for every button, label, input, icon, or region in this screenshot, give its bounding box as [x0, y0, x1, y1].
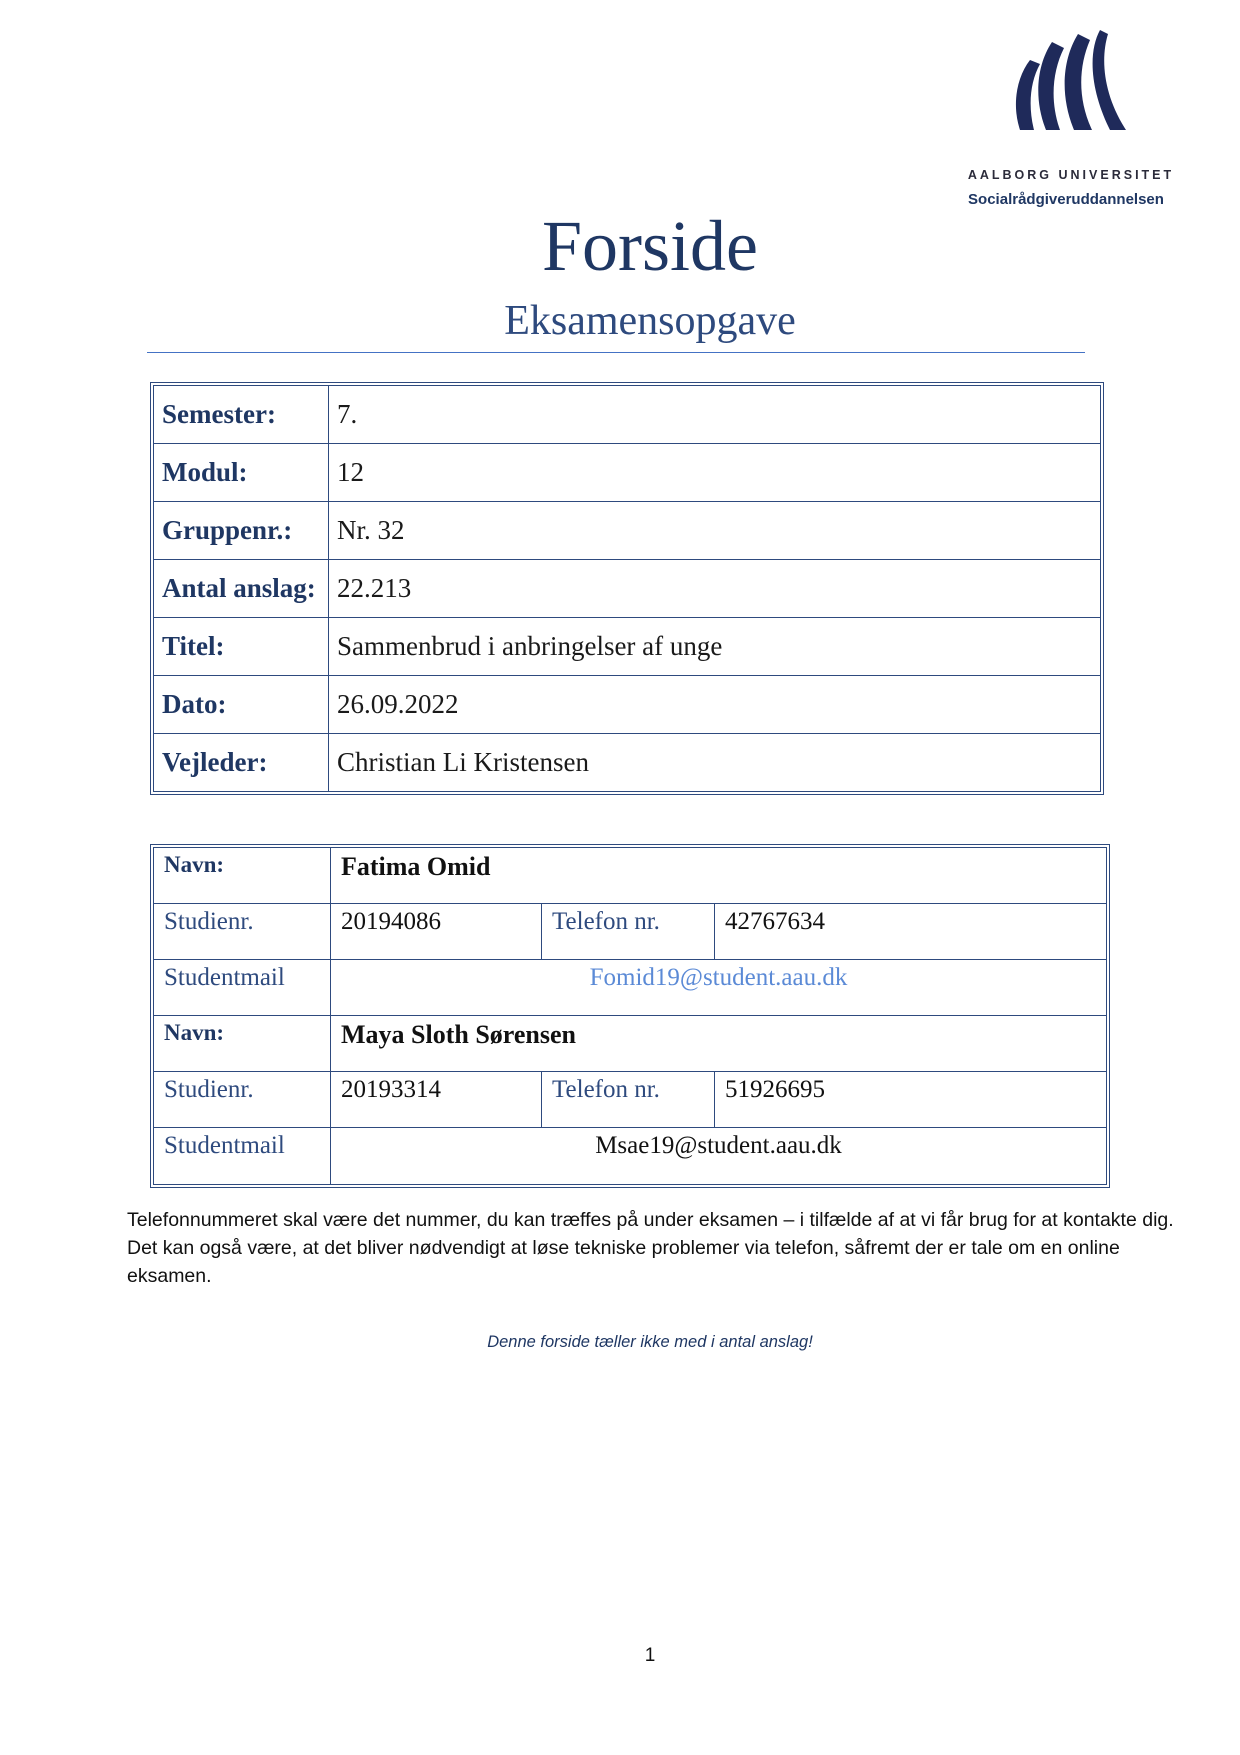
- student-name: Fatima Omid: [331, 848, 1106, 904]
- info-key: Gruppenr.:: [154, 502, 329, 560]
- student-name: Maya Sloth Sørensen: [331, 1016, 1106, 1072]
- phone-label: Telefon nr.: [542, 904, 715, 960]
- page-subtitle: Eksamensopgave: [504, 298, 796, 344]
- mail-label: Studentmail: [154, 1128, 331, 1184]
- info-value: Christian Li Kristensen: [337, 747, 589, 777]
- student-2-name-row: [154, 1016, 1106, 1072]
- name-label: Navn:: [154, 1016, 331, 1072]
- info-value: 12: [329, 444, 1100, 502]
- aau-logo-icon: [1000, 30, 1130, 130]
- phone-number: 42767634: [715, 904, 1106, 960]
- info-key: Antal anslag:: [154, 560, 329, 618]
- phone-note: Telefonnummeret skal være det nummer, du kan træffes på under eksamen – i tilfælde af at vi får brug for at kontakte dig. Det kan også være, at det bliver nødvendigt at løse tekniske problemer via telefon, såfremt der er tale om en online eksamen.: [127, 1209, 1174, 1287]
- info-row-dato: [154, 676, 1100, 734]
- info-value: 26.09.2022: [329, 676, 1100, 734]
- student-2-id-row: [154, 1072, 1106, 1128]
- info-key: Titel:: [154, 618, 329, 676]
- title-divider: [147, 352, 1085, 353]
- student-1-mail-row: [154, 960, 1106, 1016]
- student-no-label: Studienr.: [154, 1072, 331, 1128]
- student-mail: Msae19@student.aau.dk: [595, 1132, 842, 1159]
- info-value: Sammenbrud i anbringelser af unge: [329, 618, 1100, 676]
- phone-number: 51926695: [715, 1072, 1106, 1128]
- info-key: Semester:: [154, 386, 329, 444]
- student-mail-link[interactable]: Fomid19@student.aau.dk: [331, 960, 1106, 1016]
- student-no: 20193314: [331, 1072, 542, 1128]
- info-row-vejleder: [154, 734, 1100, 791]
- info-value: 7.: [329, 386, 1100, 444]
- student-no-label: Studienr.: [154, 904, 331, 960]
- mail-label: Studentmail: [154, 960, 331, 1016]
- info-key: Dato:: [154, 676, 329, 734]
- info-row-titel: [154, 618, 1100, 676]
- footnote: Denne forside tæller ikke med i antal anslag!: [487, 1333, 813, 1351]
- info-key: Vejleder:: [154, 734, 329, 791]
- page-title: Forside: [542, 206, 758, 286]
- page-number: 1: [644, 1645, 656, 1666]
- info-value: 22.213: [329, 560, 1100, 618]
- university-name: AALBORG UNIVERSITET: [967, 168, 1175, 182]
- info-value: Nr. 32: [329, 502, 1100, 560]
- info-row-gruppenr: [154, 502, 1100, 560]
- students-table: [153, 847, 1107, 1185]
- info-row-anslag: [154, 560, 1100, 618]
- department-name: Socialrådgiveruddannelsen: [968, 191, 1164, 208]
- info-row-modul: [154, 444, 1100, 502]
- student-1-id-row: [154, 904, 1106, 960]
- student-2-mail-row: [154, 1128, 1106, 1184]
- exam-info-table: [153, 385, 1101, 792]
- info-key: Modul:: [154, 444, 329, 502]
- student-no: 20194086: [331, 904, 542, 960]
- phone-label: Telefon nr.: [542, 1072, 715, 1128]
- name-label: Navn:: [154, 848, 331, 904]
- info-row-semester: [154, 386, 1100, 444]
- student-1-name-row: [154, 848, 1106, 904]
